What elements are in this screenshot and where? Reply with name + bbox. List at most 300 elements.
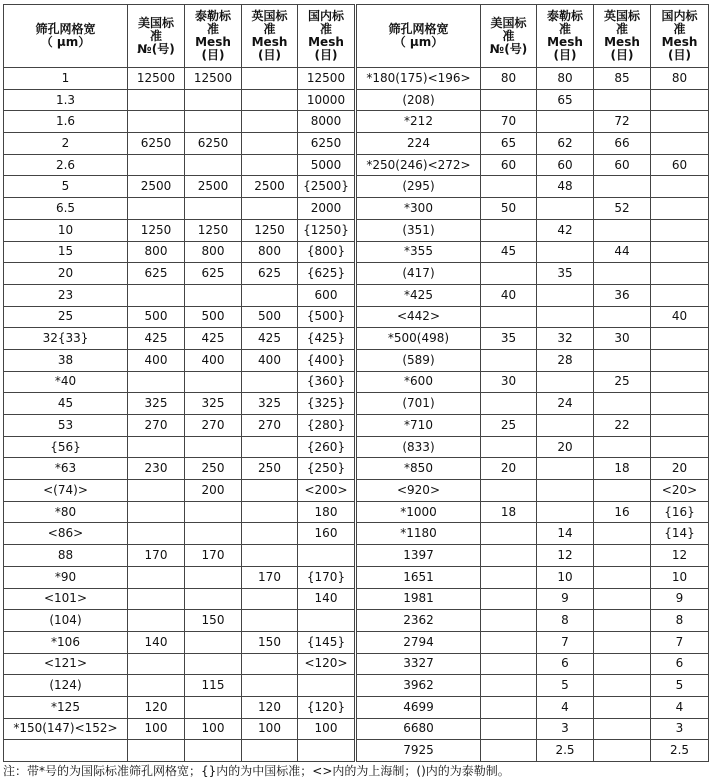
mesh-cell-right	[594, 480, 651, 502]
table-row	[4, 154, 709, 176]
mesh-cell-right: 20	[537, 436, 594, 458]
mesh-cell-left: 170	[128, 545, 185, 567]
mesh-cell-left	[185, 371, 242, 393]
mesh-cell-right: 8	[537, 610, 594, 632]
mesh-cell-left: {360}	[298, 371, 356, 393]
mesh-cell-right: 4	[651, 696, 709, 718]
mesh-cell-right: 62	[537, 133, 594, 155]
sieve-standard-table	[3, 4, 709, 762]
mesh-cell-right: 20	[651, 458, 709, 480]
table-row	[4, 610, 709, 632]
aperture-cell-right: 1397	[356, 545, 481, 567]
mesh-cell-left: 270	[185, 415, 242, 437]
mesh-cell-left	[185, 566, 242, 588]
table-row	[4, 545, 709, 567]
mesh-cell-right	[594, 610, 651, 632]
mesh-cell-right	[651, 349, 709, 371]
mesh-cell-right	[594, 89, 651, 111]
header-line: Mesh	[251, 35, 288, 49]
aperture-cell-right: (589)	[356, 349, 481, 371]
mesh-cell-left: 800	[242, 241, 298, 263]
mesh-cell-left: {120}	[298, 696, 356, 718]
mesh-cell-left: 100	[185, 718, 242, 740]
aperture-cell-left: 45	[4, 393, 128, 415]
mesh-cell-left: {425}	[298, 328, 356, 350]
header-line: 英国标	[603, 9, 640, 23]
mesh-cell-left: 170	[242, 566, 298, 588]
mesh-cell-left	[242, 501, 298, 523]
mesh-cell-right: 60	[481, 154, 537, 176]
mesh-cell-right	[594, 523, 651, 545]
mesh-cell-right: 12	[651, 545, 709, 567]
mesh-cell-left: 160	[298, 523, 356, 545]
mesh-cell-right: 66	[594, 133, 651, 155]
header-line: 筛孔网格宽	[35, 22, 96, 36]
mesh-cell-right: 30	[481, 371, 537, 393]
mesh-cell-right	[651, 371, 709, 393]
aperture-cell-right: (417)	[356, 263, 481, 285]
mesh-cell-right: 6	[537, 653, 594, 675]
mesh-cell-left: 2500	[242, 176, 298, 198]
mesh-cell-left: 12500	[298, 68, 356, 90]
aperture-cell-left: 6.5	[4, 198, 128, 220]
mesh-cell-right	[594, 631, 651, 653]
aperture-cell-left: <86>	[4, 523, 128, 545]
mesh-cell-left	[185, 631, 242, 653]
mesh-cell-left	[185, 89, 242, 111]
mesh-cell-right	[537, 284, 594, 306]
mesh-cell-right: 65	[481, 133, 537, 155]
header-line: (目)	[553, 48, 577, 62]
mesh-cell-right: 14	[537, 523, 594, 545]
mesh-cell-left	[128, 480, 185, 502]
header-left-col2	[185, 5, 242, 68]
mesh-cell-right: 2.5	[651, 740, 709, 762]
mesh-cell-right: 36	[594, 284, 651, 306]
mesh-cell-left	[242, 523, 298, 545]
mesh-cell-left	[242, 154, 298, 176]
mesh-cell-left: 180	[298, 501, 356, 523]
aperture-cell-right: 3962	[356, 675, 481, 697]
aperture-cell-left: <(74)>	[4, 480, 128, 502]
mesh-cell-left: 115	[185, 675, 242, 697]
header-line: 国内标	[307, 9, 344, 23]
header-line: Mesh	[661, 35, 698, 49]
mesh-cell-right: 20	[481, 458, 537, 480]
mesh-cell-right: 10	[651, 566, 709, 588]
mesh-cell-left: 425	[242, 328, 298, 350]
aperture-cell-left: *125	[4, 696, 128, 718]
mesh-cell-left: 600	[298, 284, 356, 306]
mesh-cell-right: 35	[537, 263, 594, 285]
mesh-cell-right	[537, 415, 594, 437]
mesh-cell-left: 500	[185, 306, 242, 328]
mesh-cell-right	[651, 219, 709, 241]
mesh-cell-left: 2000	[298, 198, 356, 220]
mesh-cell-right: 2.5	[537, 740, 594, 762]
mesh-cell-left	[128, 371, 185, 393]
aperture-cell-left: 1.6	[4, 111, 128, 133]
mesh-cell-right	[481, 349, 537, 371]
footnote: 注：带*号的为国际标准筛孔网格宽；{}内的为中国标准；<>内的为上海制；()内的为泰勒制。	[3, 764, 510, 778]
mesh-cell-left	[242, 89, 298, 111]
table-row	[4, 371, 709, 393]
mesh-cell-right: 80	[537, 68, 594, 90]
aperture-cell-left: 10	[4, 219, 128, 241]
aperture-cell-left: *106	[4, 631, 128, 653]
mesh-cell-left	[185, 284, 242, 306]
mesh-cell-left	[185, 696, 242, 718]
mesh-cell-right: 80	[481, 68, 537, 90]
aperture-cell-right: *250(246)<272>	[356, 154, 481, 176]
mesh-cell-left: 170	[185, 545, 242, 567]
mesh-cell-left	[185, 588, 242, 610]
mesh-cell-left	[128, 111, 185, 133]
mesh-cell-right: 5	[651, 675, 709, 697]
aperture-cell-right: 6680	[356, 718, 481, 740]
table-row	[4, 740, 709, 762]
mesh-cell-right: 85	[594, 68, 651, 90]
header-right-col4	[651, 5, 709, 68]
mesh-cell-left: 6250	[128, 133, 185, 155]
mesh-cell-right: 60	[537, 154, 594, 176]
header-line: 准	[615, 22, 628, 36]
mesh-cell-left	[298, 740, 356, 762]
aperture-cell-left: 5	[4, 176, 128, 198]
mesh-cell-left	[242, 545, 298, 567]
mesh-cell-left: 12500	[128, 68, 185, 90]
mesh-cell-left: {260}	[298, 436, 356, 458]
mesh-cell-right: 35	[481, 328, 537, 350]
header-line: 美国标	[137, 15, 174, 30]
mesh-cell-left	[128, 653, 185, 675]
aperture-cell-left: (124)	[4, 675, 128, 697]
table-row	[4, 241, 709, 263]
aperture-cell-left: 1	[4, 68, 128, 90]
mesh-cell-left	[185, 111, 242, 133]
mesh-cell-right	[594, 588, 651, 610]
mesh-cell-left: 500	[242, 306, 298, 328]
table-row	[4, 198, 709, 220]
header-line: 准	[149, 28, 162, 43]
mesh-cell-right	[594, 436, 651, 458]
table-row	[4, 176, 709, 198]
mesh-cell-right: 3	[537, 718, 594, 740]
mesh-cell-right: 25	[594, 371, 651, 393]
mesh-cell-right	[594, 718, 651, 740]
header-line: (目)	[610, 48, 634, 62]
mesh-cell-right: 22	[594, 415, 651, 437]
table-row	[4, 718, 709, 740]
mesh-cell-left: <120>	[298, 653, 356, 675]
table-body	[4, 68, 709, 762]
mesh-cell-left: 12500	[185, 68, 242, 90]
mesh-cell-right	[481, 718, 537, 740]
header-left-col0	[4, 5, 128, 68]
mesh-cell-left: {325}	[298, 393, 356, 415]
header-line: (目)	[201, 48, 225, 62]
mesh-cell-left	[128, 523, 185, 545]
mesh-cell-left: 2500	[185, 176, 242, 198]
mesh-cell-left: 325	[128, 393, 185, 415]
table-row	[4, 675, 709, 697]
header-line: 准	[206, 22, 219, 36]
aperture-cell-right: (701)	[356, 393, 481, 415]
mesh-cell-left: 1250	[242, 219, 298, 241]
header-line: 准	[673, 22, 686, 36]
mesh-cell-left	[242, 653, 298, 675]
mesh-cell-left	[128, 89, 185, 111]
mesh-cell-left: 400	[185, 349, 242, 371]
mesh-cell-left: 140	[128, 631, 185, 653]
header-line: 美国标	[490, 15, 527, 30]
mesh-cell-right	[594, 545, 651, 567]
mesh-cell-right	[651, 89, 709, 111]
mesh-cell-right	[651, 393, 709, 415]
mesh-cell-left: 325	[185, 393, 242, 415]
mesh-cell-right	[481, 588, 537, 610]
mesh-cell-left: 120	[128, 696, 185, 718]
aperture-cell-left: 23	[4, 284, 128, 306]
mesh-cell-right: 48	[537, 176, 594, 198]
mesh-cell-right: 44	[594, 241, 651, 263]
table-row	[4, 501, 709, 523]
mesh-cell-left	[242, 111, 298, 133]
mesh-cell-right	[481, 480, 537, 502]
aperture-cell-left	[4, 740, 128, 762]
header-line: (目)	[668, 48, 691, 62]
mesh-cell-right: 72	[594, 111, 651, 133]
mesh-cell-left	[185, 653, 242, 675]
mesh-cell-right	[481, 653, 537, 675]
header-row	[4, 5, 709, 68]
mesh-cell-left: {800}	[298, 241, 356, 263]
table-row	[4, 263, 709, 285]
mesh-cell-right	[594, 740, 651, 762]
table-row	[4, 588, 709, 610]
table-row	[4, 284, 709, 306]
mesh-cell-right: 18	[594, 458, 651, 480]
mesh-cell-right	[537, 111, 594, 133]
mesh-cell-right: 16	[594, 501, 651, 523]
aperture-cell-right: *850	[356, 458, 481, 480]
header-line: 准	[319, 22, 332, 36]
aperture-cell-right: *212	[356, 111, 481, 133]
mesh-cell-right	[481, 740, 537, 762]
mesh-cell-left: 425	[185, 328, 242, 350]
mesh-cell-left: 1250	[128, 219, 185, 241]
mesh-cell-right: 60	[651, 154, 709, 176]
mesh-cell-right	[481, 219, 537, 241]
mesh-cell-right: 40	[651, 306, 709, 328]
mesh-cell-left	[242, 480, 298, 502]
mesh-cell-left	[128, 740, 185, 762]
mesh-cell-left: 100	[298, 718, 356, 740]
aperture-cell-left: 32{33}	[4, 328, 128, 350]
header-line: Mesh	[604, 35, 640, 49]
mesh-cell-left	[128, 610, 185, 632]
mesh-cell-left: {500}	[298, 306, 356, 328]
mesh-cell-left	[242, 675, 298, 697]
aperture-cell-right: *710	[356, 415, 481, 437]
mesh-cell-left	[242, 371, 298, 393]
aperture-cell-right: 1651	[356, 566, 481, 588]
table-row	[4, 328, 709, 350]
aperture-cell-left: 15	[4, 241, 128, 263]
table-row	[4, 306, 709, 328]
mesh-cell-left	[128, 501, 185, 523]
mesh-cell-left	[242, 198, 298, 220]
table-row	[4, 523, 709, 545]
mesh-cell-left: {280}	[298, 415, 356, 437]
table-row	[4, 133, 709, 155]
mesh-cell-left: 2500	[128, 176, 185, 198]
mesh-cell-right: <20>	[651, 480, 709, 502]
aperture-cell-right: *1000	[356, 501, 481, 523]
mesh-cell-left: 325	[242, 393, 298, 415]
table-row	[4, 566, 709, 588]
mesh-cell-left	[242, 588, 298, 610]
mesh-cell-right: 12	[537, 545, 594, 567]
table-row	[4, 68, 709, 90]
mesh-cell-left: 8000	[298, 111, 356, 133]
table-row	[4, 111, 709, 133]
aperture-cell-right: (351)	[356, 219, 481, 241]
mesh-cell-right	[651, 436, 709, 458]
mesh-cell-right	[651, 198, 709, 220]
mesh-cell-left: 250	[242, 458, 298, 480]
mesh-cell-left	[128, 154, 185, 176]
aperture-cell-right: 224	[356, 133, 481, 155]
mesh-cell-right	[537, 458, 594, 480]
mesh-cell-right	[594, 219, 651, 241]
mesh-cell-right: 42	[537, 219, 594, 241]
header-left-col1	[128, 5, 185, 68]
aperture-cell-right: *600	[356, 371, 481, 393]
mesh-cell-left: 800	[185, 241, 242, 263]
header-line: 国内标	[661, 9, 698, 23]
mesh-cell-left: 120	[242, 696, 298, 718]
mesh-cell-right	[481, 306, 537, 328]
aperture-cell-right: *500(498)	[356, 328, 481, 350]
mesh-cell-right	[651, 176, 709, 198]
aperture-cell-left: 53	[4, 415, 128, 437]
mesh-cell-right	[537, 198, 594, 220]
mesh-cell-left	[128, 588, 185, 610]
mesh-cell-left: 150	[185, 610, 242, 632]
mesh-cell-left	[128, 284, 185, 306]
aperture-cell-right: <442>	[356, 306, 481, 328]
aperture-cell-right: 1981	[356, 588, 481, 610]
mesh-cell-right	[481, 393, 537, 415]
table-row	[4, 219, 709, 241]
aperture-cell-left: *40	[4, 371, 128, 393]
mesh-cell-right: 50	[481, 198, 537, 220]
mesh-cell-right	[481, 566, 537, 588]
table-row	[4, 89, 709, 111]
mesh-cell-right	[651, 328, 709, 350]
mesh-cell-left: 625	[242, 263, 298, 285]
mesh-cell-right	[537, 306, 594, 328]
aperture-cell-left: 2	[4, 133, 128, 155]
mesh-cell-right	[594, 306, 651, 328]
header-line: Mesh	[547, 35, 583, 49]
aperture-cell-right: 2362	[356, 610, 481, 632]
mesh-cell-left	[128, 436, 185, 458]
header-line: Mesh	[195, 35, 231, 49]
mesh-cell-right	[651, 263, 709, 285]
header-line: （ μm）	[393, 35, 444, 49]
mesh-cell-right: 30	[594, 328, 651, 350]
header-left-col4	[298, 5, 356, 68]
mesh-cell-left: {625}	[298, 263, 356, 285]
aperture-cell-right: *355	[356, 241, 481, 263]
mesh-cell-left: 140	[298, 588, 356, 610]
mesh-cell-left: 800	[128, 241, 185, 263]
mesh-cell-right: 80	[651, 68, 709, 90]
header-line: Mesh	[308, 35, 344, 49]
mesh-cell-right	[481, 610, 537, 632]
mesh-cell-right	[481, 523, 537, 545]
mesh-cell-left	[242, 740, 298, 762]
mesh-cell-left	[242, 68, 298, 90]
header-line: (目)	[314, 48, 338, 62]
header-line: 准	[263, 22, 276, 36]
mesh-cell-left	[242, 610, 298, 632]
mesh-cell-left: 625	[185, 263, 242, 285]
header-right-col1	[481, 5, 537, 68]
aperture-cell-right: *180(175)<196>	[356, 68, 481, 90]
header-line: №(号)	[137, 41, 175, 56]
header-line: （ μm）	[40, 35, 91, 49]
mesh-cell-right	[594, 176, 651, 198]
mesh-cell-left: {145}	[298, 631, 356, 653]
header-line: 泰勒标	[546, 9, 583, 23]
mesh-cell-right: 24	[537, 393, 594, 415]
mesh-cell-right	[481, 176, 537, 198]
mesh-cell-left: 5000	[298, 154, 356, 176]
aperture-cell-left: <121>	[4, 653, 128, 675]
mesh-cell-left: 500	[128, 306, 185, 328]
aperture-cell-left: 2.6	[4, 154, 128, 176]
header-line: 准	[558, 22, 571, 36]
aperture-cell-left: 20	[4, 263, 128, 285]
aperture-cell-right: *425	[356, 284, 481, 306]
table-row	[4, 349, 709, 371]
table-row	[4, 653, 709, 675]
header-line: 泰勒标	[194, 9, 231, 23]
mesh-cell-left: 100	[128, 718, 185, 740]
mesh-cell-right: 52	[594, 198, 651, 220]
mesh-cell-left: {2500}	[298, 176, 356, 198]
header-line: 准	[502, 28, 515, 43]
mesh-cell-left	[128, 675, 185, 697]
table-row	[4, 436, 709, 458]
aperture-cell-left: <101>	[4, 588, 128, 610]
mesh-cell-right: {14}	[651, 523, 709, 545]
mesh-cell-right: 8	[651, 610, 709, 632]
aperture-cell-right: <920>	[356, 480, 481, 502]
mesh-cell-left: 230	[128, 458, 185, 480]
mesh-cell-left: 150	[242, 631, 298, 653]
mesh-cell-left: 270	[242, 415, 298, 437]
header-left-col3	[242, 5, 298, 68]
mesh-cell-right	[481, 436, 537, 458]
aperture-cell-left: {56}	[4, 436, 128, 458]
mesh-cell-left	[242, 284, 298, 306]
mesh-cell-left	[185, 501, 242, 523]
aperture-cell-left: *80	[4, 501, 128, 523]
